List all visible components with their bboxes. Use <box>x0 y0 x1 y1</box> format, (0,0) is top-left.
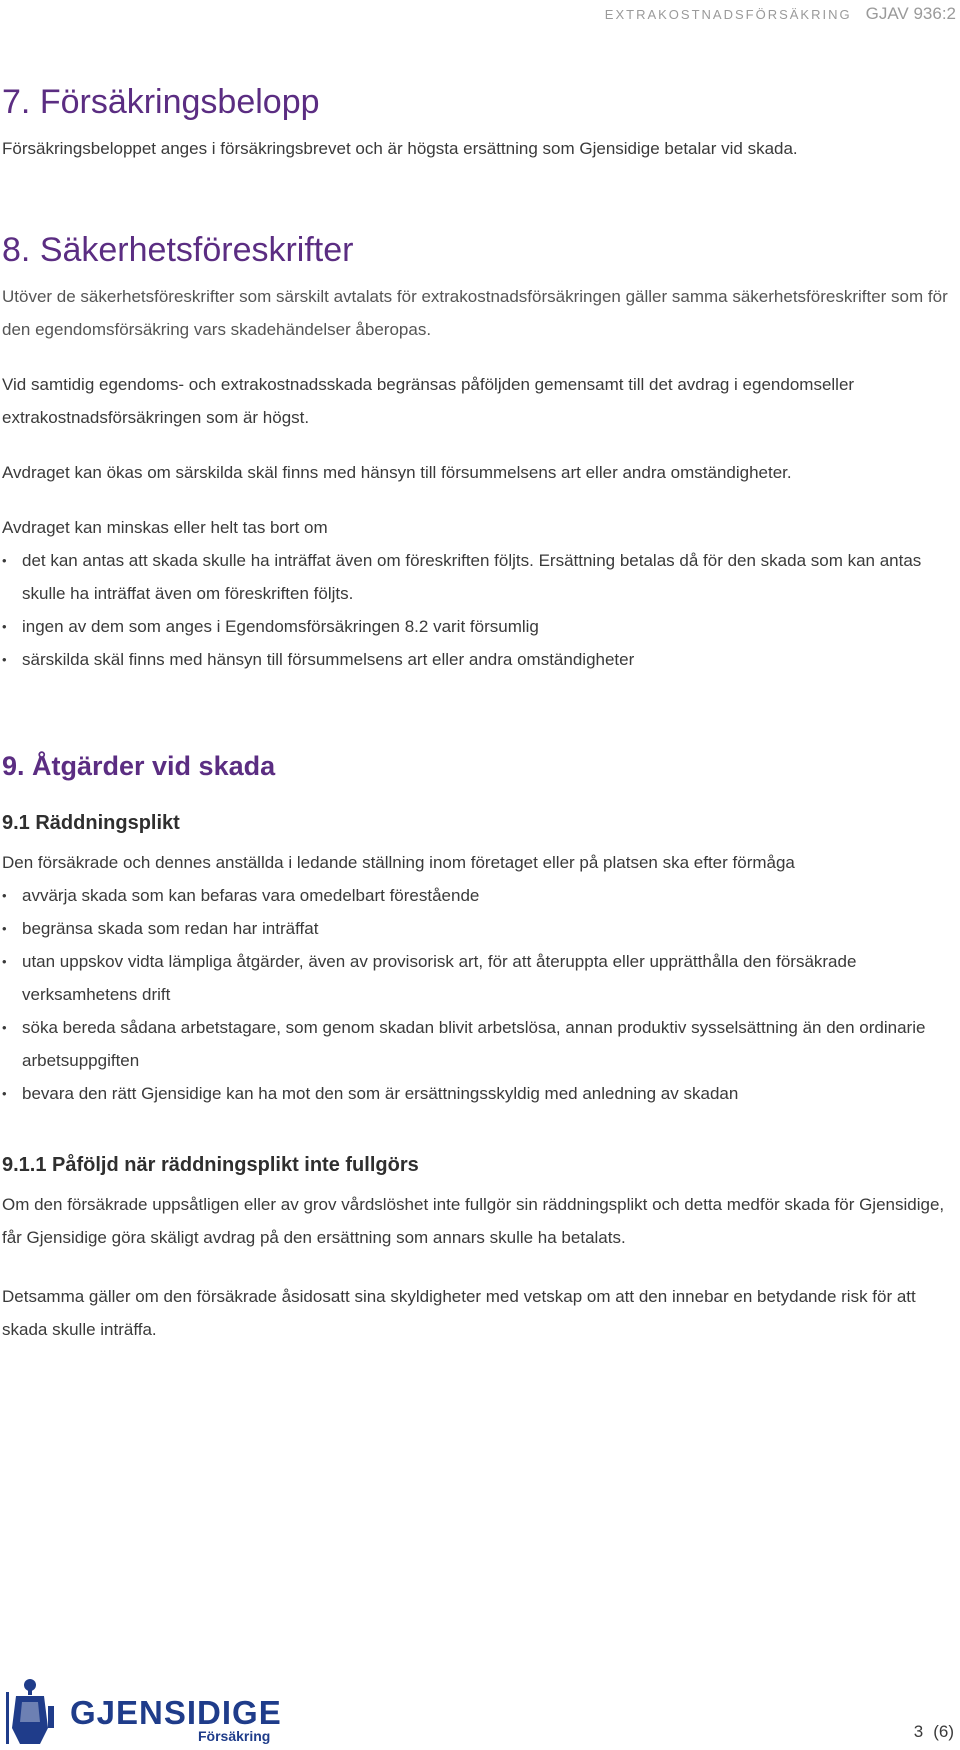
header-document-code: GJAV 936:2 <box>865 4 956 23</box>
list-item: • begränsa skada som redan har inträffat <box>2 912 956 945</box>
section-7-number: 7. <box>2 83 31 121</box>
list-item: • söka bereda sådana arbetstagare, som genom skadan blivit arbetslösa, annan produktiv sysselsättning än den ordinarie arbetsuppgiften <box>2 1011 956 1077</box>
section-8-paragraph-1: Utöver de säkerhetsföreskrifter som särskilt avtalats för extrakostnadsförsäkringen gäller samma säkerhetsföreskrifter som för den egendomsförsäkring vars skadehändelser åberopas. <box>2 287 948 339</box>
subsection-9-1-intro: Den försäkrade och dennes anställda i ledande ställning inom företaget eller på platsen ska efter förmåga <box>2 853 795 872</box>
section-8-heading <box>2 230 956 270</box>
page-number <box>914 1722 954 1742</box>
logo-wordmark: GJENSIDIGE <box>70 1694 282 1731</box>
section-7-text: Försäkringsbeloppet anges i försäkringsbrevet och är högsta ersättning som Gjensidige betalar vid skada. <box>2 139 798 158</box>
section-9-heading: 9. Åtgärder vid skada <box>2 751 276 781</box>
section-8-number: 8. <box>2 231 31 269</box>
knight-figure-icon <box>2 1676 58 1746</box>
gjensidige-logo <box>0 1676 282 1748</box>
subsection-9-1-1-paragraph-2: Detsamma gäller om den försäkrade åsidosatt sina skyldigheter med vetskap om att den innebar en betydande risk för att skada skulle inträffa. <box>2 1287 916 1339</box>
list-item: • utan uppskov vidta lämpliga åtgärder, även av provisorisk art, för att återuppta eller upprätthålla den försäkrade verksamhetens drift <box>2 945 956 1011</box>
section-8-bullet-list <box>2 544 956 676</box>
section-7-heading <box>2 82 956 122</box>
subsection-9-1-1-heading: 9.1.1 Påföljd när räddningsplikt inte fullgörs <box>2 1154 419 1176</box>
section-8-title: Säkerhetsföreskrifter <box>39 231 354 269</box>
list-item: • särskilda skäl finns med hänsyn till försummelsens art eller andra omständigheter <box>2 643 956 676</box>
list-item: • ingen av dem som anges i Egendomsförsäkringen 8.2 varit försumlig <box>2 610 956 643</box>
page-total: (6) <box>933 1722 954 1741</box>
section-8-paragraph-4: Avdraget kan minskas eller helt tas bort om <box>2 518 328 537</box>
list-item: • det kan antas att skada skulle ha inträffat även om föreskriften följts. Ersättning betalas då för den skada som kan antas skulle ha inträffat även om föreskriften följts. <box>2 544 956 610</box>
subsection-9-1-1-paragraph-1: Om den försäkrade uppsåtligen eller av grov vårdslöshet inte fullgör sin räddningsplikt och detta medför skada för Gjensidige, får Gjensidige göra skäligt avdrag på den ersättning som annars skulle ha betalats. <box>2 1195 945 1247</box>
page-current: 3 <box>913 1722 924 1741</box>
logo-subtitle: Försäkring <box>198 1728 271 1744</box>
main-content <box>2 82 956 1346</box>
section-8-paragraph-3: Avdraget kan ökas om särskilda skäl finns med hänsyn till försummelsens art eller andra omständigheter. <box>2 463 792 482</box>
subsection-9-1-bullet-list <box>2 879 956 1110</box>
section-8-paragraph-2: Vid samtidig egendoms- och extrakostnadsskada begränsas påföljden gemensamt till det avdrag i egendomseller extrakostnadsförsäkringen som är högst. <box>2 375 855 427</box>
section-7-title: Försäkringsbelopp <box>39 83 320 121</box>
running-header <box>605 4 956 24</box>
subsection-9-1-heading: 9.1 Räddningsplikt <box>2 812 180 834</box>
list-item: • avvärja skada som kan befaras vara omedelbart förestående <box>2 879 956 912</box>
header-section-name: EXTRAKOSTNADSFÖRSÄKRING <box>604 7 852 22</box>
list-item: • bevara den rätt Gjensidige kan ha mot den som är ersättningsskyldig med anledning av skadan <box>2 1077 956 1110</box>
